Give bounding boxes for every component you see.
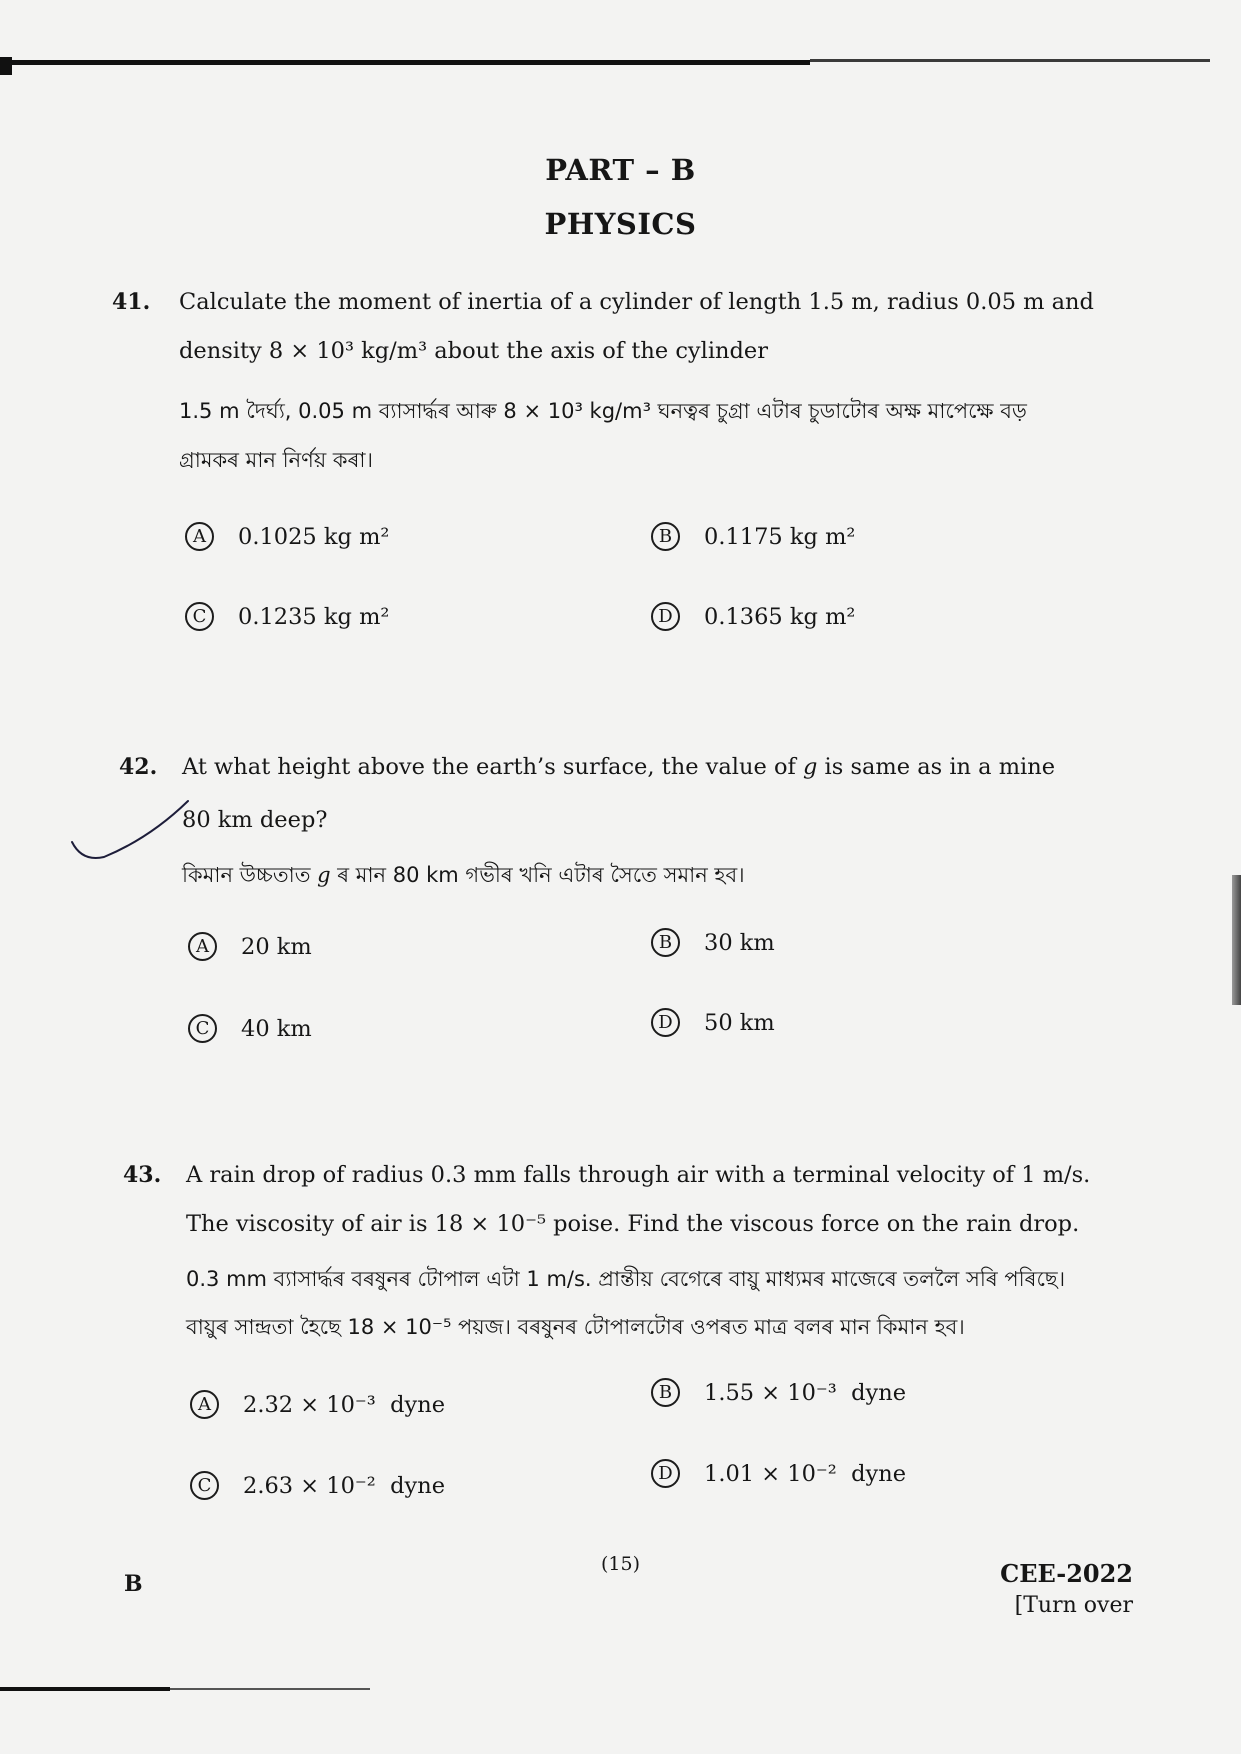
question-text-assamese-line: বায়ুৰ সান্দ্রতা হৈছে 18 × 10⁻⁵ পয়জ। বৰষুনৰ টোপালটোৰ ওপৰত মাত্র বলৰ মান কিমান হব। [186, 1315, 965, 1339]
exam-name: CEE-2022 [1000, 1559, 1133, 1588]
option-a [190, 1390, 445, 1419]
option-b [651, 1378, 906, 1407]
option-text: 50 km [704, 1009, 775, 1036]
option-c [190, 1471, 445, 1500]
question-text-assamese-line: গ্রামকৰ মান নির্ণয় কৰা। [179, 448, 374, 472]
option-text: 0.1025 kg m² [238, 523, 390, 550]
page-number: (15) [600, 1553, 640, 1575]
question-text-line: 80 km deep? [182, 807, 328, 833]
option-letter-circle: A [190, 1390, 219, 1419]
option-text: 30 km [704, 929, 775, 956]
option-text: 2.32 × 10⁻³ dyne [243, 1391, 446, 1418]
booklet-set-code: B [124, 1571, 143, 1597]
option-letter-circle: D [651, 1008, 680, 1037]
option-text: 20 km [241, 933, 312, 960]
option-text: 0.1175 kg m² [704, 523, 856, 550]
option-letter-circle: C [185, 602, 214, 631]
option-text: 40 km [241, 1015, 312, 1042]
variable-g: g [317, 863, 331, 887]
option-letter-circle: B [651, 522, 680, 551]
option-letter-circle: A [185, 522, 214, 551]
text-segment: At what height above the earth’s surface, the value of [182, 754, 803, 780]
option-text: 1.55 × 10⁻³ dyne [704, 1379, 907, 1406]
subject-title: PHYSICS [544, 207, 697, 241]
question-text-line: A rain drop of radius 0.3 mm falls through air with a terminal velocity of 1 m/s. [186, 1162, 1091, 1188]
question-text-assamese-line: 0.3 mm ব্যাসার্দ্ধৰ বৰষুনৰ টোপাল এটা 1 m/s. প্রান্তীয় বেগেৰে বায়ু মাধ্যমৰ মাজেৰে তললৈ সৰি পৰিছে। [186, 1267, 1066, 1291]
text-segment: কিমান উচ্চতাত [182, 863, 318, 887]
option-letter-circle: D [651, 1459, 680, 1488]
option-text: 2.63 × 10⁻² dyne [243, 1472, 446, 1499]
option-text: 0.1235 kg m² [238, 603, 390, 630]
question-number: 42. [119, 754, 158, 780]
option-d [651, 1459, 906, 1488]
question-number: 41. [112, 289, 151, 315]
option-letter-circle: C [188, 1014, 217, 1043]
option-letter-circle: B [651, 928, 680, 957]
option-letter-circle: B [651, 1378, 680, 1407]
text-segment: is same as in a mine [817, 754, 1056, 780]
question-text-line: The viscosity of air is 18 × 10⁻⁵ poise. Find the viscous force on the rain drop. [186, 1211, 1080, 1237]
text-segment: ৰ মান 80 km গভীৰ খনি এটাৰ সৈতে সমান হব। [330, 863, 745, 887]
option-letter-circle: C [190, 1471, 219, 1500]
question-text-assamese-line: 1.5 m দৈর্ঘ্য, 0.05 m ব্যাসার্দ্ধৰ আৰু 8 × 10³ kg/m³ ঘনত্বৰ চুগ্রা এটাৰ চুডাটোৰ অক্ষ মাপেক্ষে বড় [179, 399, 1027, 423]
question-text-line: Calculate the moment of inertia of a cylinder of length 1.5 m, radius 0.05 m and [179, 289, 1094, 315]
variable-g: g [802, 754, 818, 780]
option-text: 0.1365 kg m² [704, 603, 856, 630]
option-letter-circle: D [651, 602, 680, 631]
option-letter-circle: A [188, 932, 217, 961]
turn-over-note: [Turn over [1014, 1593, 1133, 1618]
part-title: PART – B [545, 153, 696, 187]
option-text: 1.01 × 10⁻² dyne [704, 1460, 907, 1487]
question-number: 43. [123, 1162, 162, 1188]
question-text-line: density 8 × 10³ kg/m³ about the axis of the cylinder [179, 338, 768, 364]
